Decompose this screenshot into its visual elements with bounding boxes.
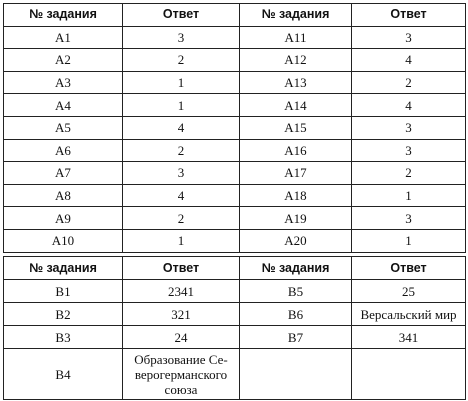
answer-cell: 341 — [352, 326, 466, 349]
answer-cell: 4 — [123, 116, 240, 139]
header-task-number: № задания — [240, 257, 352, 280]
header-answer: Ответ — [123, 4, 240, 27]
table-row — [4, 116, 466, 139]
table-row — [4, 184, 466, 207]
task-number-cell: A17 — [240, 162, 352, 185]
task-number-cell: B1 — [4, 280, 123, 303]
task-number-cell: A19 — [240, 207, 352, 230]
header-answer: Ответ — [123, 257, 240, 280]
task-number-cell: A7 — [4, 162, 123, 185]
task-number-cell: A11 — [240, 26, 352, 49]
answer-cell: 3 — [352, 116, 466, 139]
table-row — [4, 303, 466, 326]
answer-cell: 3 — [352, 207, 466, 230]
table-row — [4, 139, 466, 162]
answer-cell: 4 — [352, 49, 466, 72]
task-number-cell: B4 — [4, 349, 123, 400]
task-number-cell: A4 — [4, 94, 123, 117]
task-number-cell: A13 — [240, 71, 352, 94]
task-number-cell: A8 — [4, 184, 123, 207]
header-answer: Ответ — [352, 4, 466, 27]
answer-cell: 2 — [352, 162, 466, 185]
task-number-cell: B7 — [240, 326, 352, 349]
task-number-cell: B3 — [4, 326, 123, 349]
task-number-cell: A1 — [4, 26, 123, 49]
answer-cell: 1 — [123, 229, 240, 252]
task-number-cell: A2 — [4, 49, 123, 72]
answer-cell: Образование Се-верогерманского союза — [123, 349, 240, 400]
header-row — [4, 4, 466, 27]
table-row — [4, 280, 466, 303]
table-row — [4, 349, 466, 400]
table-row — [4, 26, 466, 49]
header-task-number: № задания — [4, 4, 123, 27]
task-number-cell: A10 — [4, 229, 123, 252]
answer-cell: 24 — [123, 326, 240, 349]
answer-cell: 1 — [352, 229, 466, 252]
answer-cell: Версальский мир — [352, 303, 466, 326]
answer-cell: 321 — [123, 303, 240, 326]
task-number-cell: B5 — [240, 280, 352, 303]
header-task-number: № задания — [240, 4, 352, 27]
answer-cell: 3 — [123, 26, 240, 49]
answer-cell: 3 — [352, 26, 466, 49]
table-row — [4, 71, 466, 94]
header-row — [4, 257, 466, 280]
answer-cell: 3 — [123, 162, 240, 185]
answer-cell: 1 — [352, 184, 466, 207]
task-number-cell: A16 — [240, 139, 352, 162]
table-row — [4, 207, 466, 230]
task-number-cell: A3 — [4, 71, 123, 94]
answer-cell: 2 — [352, 71, 466, 94]
answer-cell: 2341 — [123, 280, 240, 303]
answer-cell: 4 — [123, 184, 240, 207]
task-number-cell: A18 — [240, 184, 352, 207]
task-number-cell: B6 — [240, 303, 352, 326]
answer-cell: 1 — [123, 94, 240, 117]
task-number-cell: A6 — [4, 139, 123, 162]
table-row — [4, 162, 466, 185]
answers-table-part-b — [3, 256, 466, 400]
header-answer: Ответ — [352, 257, 466, 280]
task-number-cell: A9 — [4, 207, 123, 230]
task-number-cell: B2 — [4, 303, 123, 326]
answer-cell: 1 — [123, 71, 240, 94]
task-number-cell: A14 — [240, 94, 352, 117]
table-row — [4, 49, 466, 72]
task-number-cell: A15 — [240, 116, 352, 139]
answer-cell: 2 — [123, 49, 240, 72]
table-row — [4, 326, 466, 349]
answer-cell: 4 — [352, 94, 466, 117]
answer-cell: 3 — [352, 139, 466, 162]
answer-cell — [352, 349, 466, 400]
task-number-cell: A5 — [4, 116, 123, 139]
table-row — [4, 94, 466, 117]
answer-cell: 2 — [123, 207, 240, 230]
task-number-cell: A12 — [240, 49, 352, 72]
answers-table-part-a — [3, 3, 466, 253]
header-task-number: № задания — [4, 257, 123, 280]
answer-cell: 25 — [352, 280, 466, 303]
task-number-cell: A20 — [240, 229, 352, 252]
answer-cell: 2 — [123, 139, 240, 162]
task-number-cell — [240, 349, 352, 400]
table-row — [4, 229, 466, 252]
